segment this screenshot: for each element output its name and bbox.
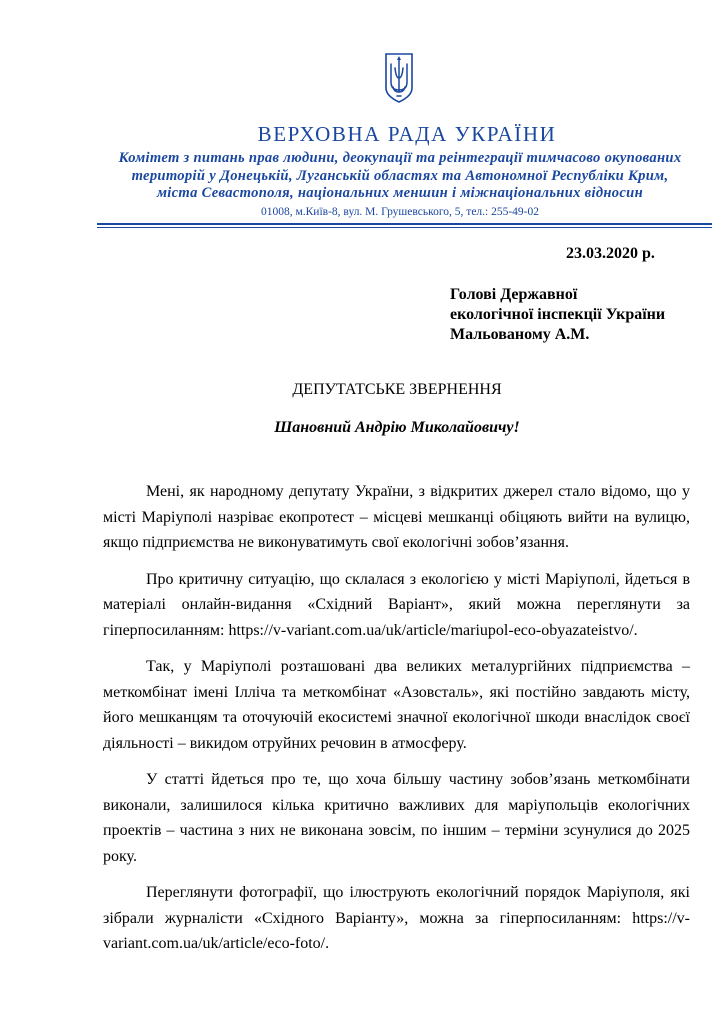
header-divider — [97, 223, 712, 225]
addressee-line: Голові Державної — [450, 286, 578, 303]
body-paragraph: Про критичну ситуацію, що склалася з екологією у місті Маріуполі, йдеться в матеріалі онлайн-видання «Східний Варіант», який можна переглянути за гіперпосиланням: https://v-variant.com.ua/uk/article/mariupol-eco-obyazateistvo/. — [103, 570, 690, 639]
body-paragraph: Мені, як народному депутату України, з відкритих джерел стало відомо, що у місті Маріуполі назріває екопротест – місцеві мешканці обіцяють вийти на вулицю, якщо підприємства не виконуватимуть свої екологічні зобов’язання. — [103, 483, 690, 551]
committee-line: територій у Донецькій, Луганській областях та Автономної Республіки Крим, — [131, 167, 669, 184]
committee-name — [80, 150, 720, 203]
salutation: Шановний Андрію Миколайовичу! — [274, 419, 520, 436]
body-paragraph: У статті йдеться про те, що хоча більшу частину зобов’язань меткомбінати виконали, залишилося кілька критично важливих для маріупольців екологічних проектів – частина з них не виконана зовсім, по іншим – терміни зсунулися до 2025 року. — [103, 771, 690, 865]
trident-icon — [384, 52, 414, 104]
committee-line: міста Севастополя, національних меншин і міжнаціональних відносин — [157, 185, 643, 201]
addressee-line: екологічної інспекції України — [450, 306, 666, 323]
header-divider-thin — [97, 227, 712, 228]
letter-body — [103, 479, 690, 968]
body-paragraph: Так, у Маріуполі розташовані два великих металургійних підприємства – меткомбінат імені Ілліча та меткомбінат «Азовсталь», які постійно завдають місту, його мешканцям та оточуючій екосистемі значної екологічної шкоди внаслідок своєї діяльності – викидом отруйних речовин в атмосферу. — [103, 658, 690, 752]
addressee-line: Мальованому А.М. — [450, 326, 590, 343]
committee-line: Комітет з питань прав людини, деокупації та реінтеграції тимчасово окупованих — [118, 150, 682, 166]
organization-header — [0, 122, 724, 147]
committee-address: 01008, м.Київ-8, вул. М. Грушевського, 5, тел.: 255-49-02 — [260, 206, 540, 218]
letter-date: 23.03.2020 р. — [566, 245, 655, 262]
organization-title: ВЕРХОВНА РАДА УКРАЇНИ — [257, 122, 557, 146]
body-paragraph: Переглянути фотографії, що ілюструють екологічний порядок Маріуполя, які зібрали журналісти «Східного Варіанту», можна за гіперпосиланням: https://v-variant.com.ua/uk/article/eco-foto/. — [103, 884, 690, 952]
addressee-block — [450, 285, 665, 345]
document-title: ДЕПУТАТСЬКЕ ЗВЕРНЕННЯ — [292, 381, 502, 398]
